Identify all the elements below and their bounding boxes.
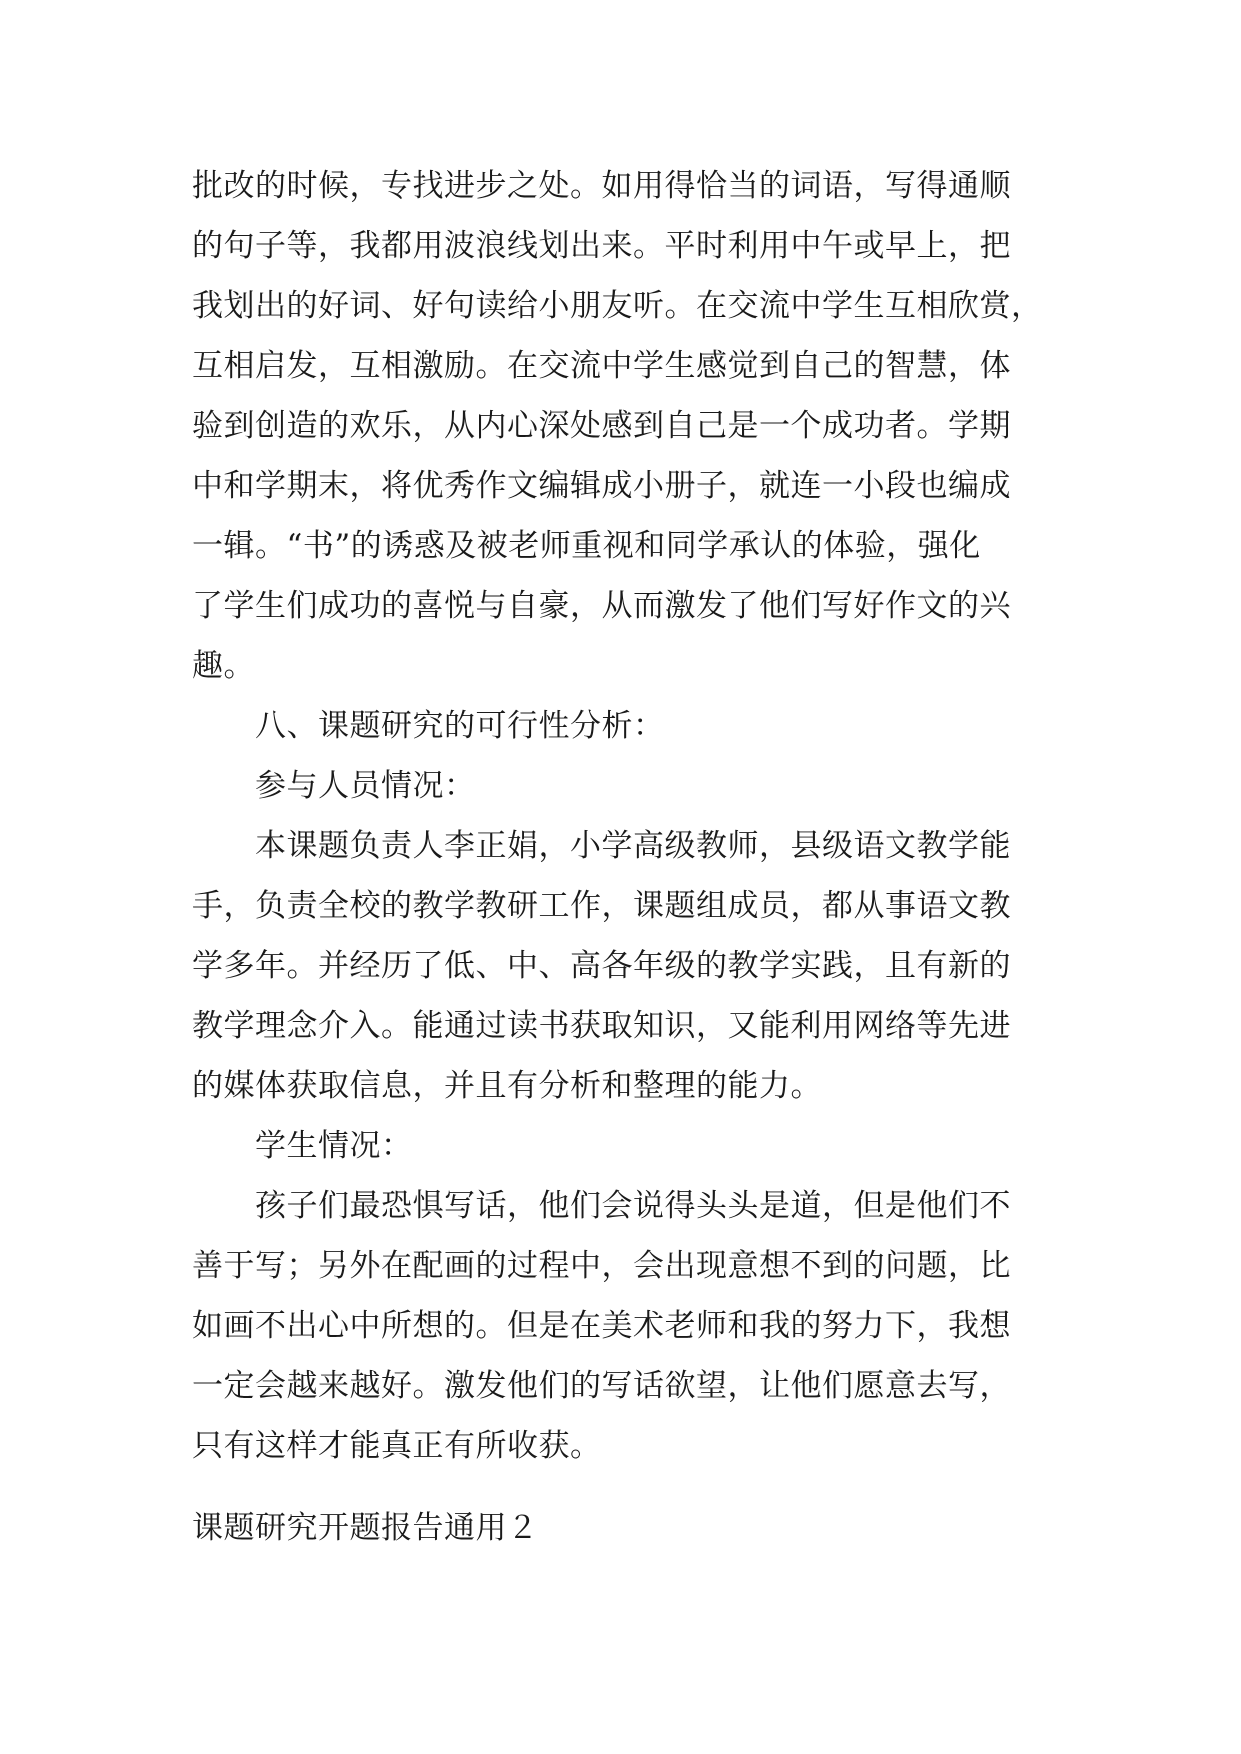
- paragraph-line: 我划出的好词、好句读给小朋友听。在交流中学生互相欣赏，: [192, 288, 1043, 324]
- paragraph-line: 的句子等，我都用波浪线划出来。平时利用中午或早上，把: [192, 228, 1011, 264]
- paragraph-line: 善于写；另外在配画的过程中，会出现意想不到的问题，比: [192, 1248, 1011, 1284]
- paragraph-line: 中和学期末，将优秀作文编辑成小册子，就连一小段也编成: [192, 468, 1011, 504]
- document-body: [192, 156, 1062, 1476]
- paragraph-line: 验到创造的欢乐，从内心深处感到自己是一个成功者。学期: [192, 408, 1011, 444]
- paragraph-line: 本课题负责人李正娟，小学高级教师，县级语文教学能: [255, 828, 1011, 864]
- subsection-heading: 学生情况：: [255, 1128, 413, 1164]
- paragraph-line: 互相启发，互相激励。在交流中学生感觉到自己的智慧，体: [192, 348, 1011, 384]
- paragraph-line: 只有这样才能真正有所收获。: [192, 1428, 602, 1464]
- section-subheading: 八、课题研究的可行性分析：: [255, 708, 665, 744]
- paragraph-line: 教学理念介入。能通过读书获取知识，又能利用网络等先进: [192, 1008, 1011, 1044]
- paragraph-line: 趣。: [192, 648, 255, 684]
- paragraph-line: 孩子们最恐惧写话，他们会说得头头是道，但是他们不: [255, 1188, 1011, 1224]
- section-title: 课题研究开题报告通用２: [192, 1510, 539, 1546]
- paragraph-line: 的媒体获取信息，并且有分析和整理的能力。: [192, 1068, 822, 1104]
- paragraph-line: 批改的时候，专找进步之处。如用得恰当的词语，写得通顺: [192, 168, 1011, 204]
- paragraph-line: 手，负责全校的教学教研工作，课题组成员，都从事语文教: [192, 888, 1011, 924]
- subsection-heading: 参与人员情况：: [255, 768, 476, 804]
- paragraph-line: 了学生们成功的喜悦与自豪，从而激发了他们写好作文的兴: [192, 588, 1011, 624]
- paragraph-line: 如画不出心中所想的。但是在美术老师和我的努力下，我想: [192, 1308, 1011, 1344]
- paragraph-line: 一定会越来越好。激发他们的写话欲望，让他们愿意去写，: [192, 1368, 1011, 1404]
- paragraph-line: 一辑。“书”的诱惑及被老师重视和同学承认的体验，强化: [192, 528, 981, 564]
- paragraph-line: 学多年。并经历了低、中、高各年级的教学实践，且有新的: [192, 948, 1011, 984]
